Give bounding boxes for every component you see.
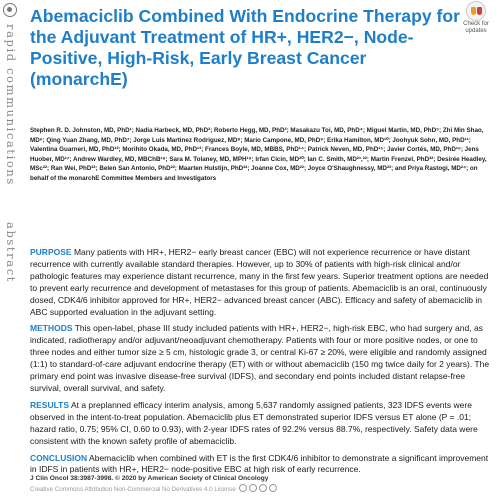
abstract-label: abstract <box>4 222 18 283</box>
crossmark-icon <box>466 1 486 21</box>
license-line <box>30 484 470 495</box>
journal-logo-icon <box>3 3 17 17</box>
conclusion-heading: CONCLUSION <box>30 452 88 463</box>
results-text: At a preplanned efficacy interim analysis, among 5,637 randomly assigned patients, 323 IDFS events were observed in the intent-to-treat population. Abemaciclib plus ET demonstrated superior IDFS versus ET alone (P = .01; hazard ratio, 0.75; 95% CI, 0.60 to 0.93), with 2-year IDFS rates of 92.2% versus 88.7%, respectively. Safety data were consistent with the known safety profile of abemaciclib. <box>30 399 478 446</box>
article-title: Abemaciclib Combined With Endocrine Therapy for the Adjuvant Treatment of HR+, HER2−, Node-Positive, High-Risk, Early Breast Cancer (monarchE) <box>30 6 460 89</box>
section-label: rapid communications <box>4 24 18 186</box>
purpose-heading: PURPOSE <box>30 247 72 257</box>
journal-citation: J Clin Oncol 38:3987-3998. © 2020 by American Society of Clinical Oncology <box>30 475 269 482</box>
check-for-updates-label: Check for updates <box>463 21 489 34</box>
purpose-paragraph <box>30 247 492 318</box>
check-for-updates-badge[interactable] <box>452 0 500 34</box>
results-heading: RESULTS <box>30 399 70 410</box>
methods-paragraph <box>30 323 492 394</box>
abstract-body <box>30 247 492 481</box>
non-commercial-icon <box>259 484 267 492</box>
creative-commons-icon <box>239 484 247 492</box>
purpose-text: Many patients with HR+, HER2− early breast cancer (EBC) will not experience recurrence or have distant recurrence with currently available standard therapies. However, up to 30% of patients with high-risk clinical and/or pathologic features may experience distant recurrence, many in the first few years. Superior treatment options are needed to prevent early recurrence and development of metastases for this group of patients. Abemaciclib is an oral, continuously dosed, CDK4/6 inhibitor approved for HR+, HER2− advanced breast cancer (ABC). Efficacy and safety of abemaciclib in ABC supported evaluation in the adjuvant setting. <box>30 247 489 317</box>
conclusion-text: Abemaciclib when combined with ET is the first CDK4/6 inhibitor to demonstrate a significant improvement in IDFS in patients with HR+, HER2− node-positive EBC at high risk of early recurrence. <box>30 452 489 475</box>
no-derivatives-icon <box>269 484 277 492</box>
conclusion-paragraph <box>30 453 492 477</box>
methods-heading: METHODS <box>30 323 73 334</box>
results-paragraph <box>30 400 492 448</box>
license-text[interactable]: Creative Commons Attribution Non-Commercial No Derivatives 4.0 License <box>30 486 236 493</box>
methods-text: This open-label, phase III study included patients with HR+, HER2−, high-risk EBC, who had surgery and, as indicated, radiotherapy and/or adjuvant/neoadjuvant chemotherapy. Patients with four or more positive nodes, or one to three nodes and either tumor size ≥ 5 cm, histologic grade 3, or central Ki-67 ≥ 20%, were eligible and randomly assigned (1:1) to standard-of-care adjuvant endocrine therapy (ET) with or without abemaciclib (150 mg twice daily for 2 years). The primary end point was invasive disease-free survival (IDFS), and secondary end points included distant relapse-free survival, overall survival, and safety. <box>30 323 490 393</box>
author-list: Stephen R. D. Johnston, MD, PhD¹; Nadia Harbeck, MD, PhD²; Roberto Hegg, MD, PhD³; Masakazu Toi, MD, PhD⁴; Miguel Martin, MD, PhD⁵; Zhi Min Shao, MD⁶; Qing Yuan Zhang, MD, PhD⁷; Jorge Luis Martinez Rodriguez, MD⁸; Mario Campone, MD, PhD⁹; Erika Hamilton, MD¹⁰; Joohyuk Sohn, MD, PhD¹¹; Valentina Guarneri, MD, PhD¹²; Morihito Okada, MD, PhD¹³; Frances Boyle, MD, MBBS, PhD¹⁴; Patrick Neven, MD, PhD¹⁵; Javier Cortés, MD, PhD¹⁶; Jens Huober, MD¹⁷; Andrew Wardley, MD, MBChB¹⁸; Sara M. Tolaney, MD, MPH¹⁹; Irfan Cicin, MD²⁰; Ian C. Smith, MD²¹,²²; Martin Frenzel, PhD²²; Desirée Headley, MSc²²; Ran Wei, PhD²²; Belen San Antonio, PhD²²; Maarten Hulstijn, PhD²²; Joanne Cox, MD²²; Joyce O'Shaughnessy, MD²³; and Priya Rastogi, MD²⁴; on behalf of the monarchE Committee Members and Investigators <box>30 127 487 182</box>
by-attribution-icon <box>249 484 257 492</box>
